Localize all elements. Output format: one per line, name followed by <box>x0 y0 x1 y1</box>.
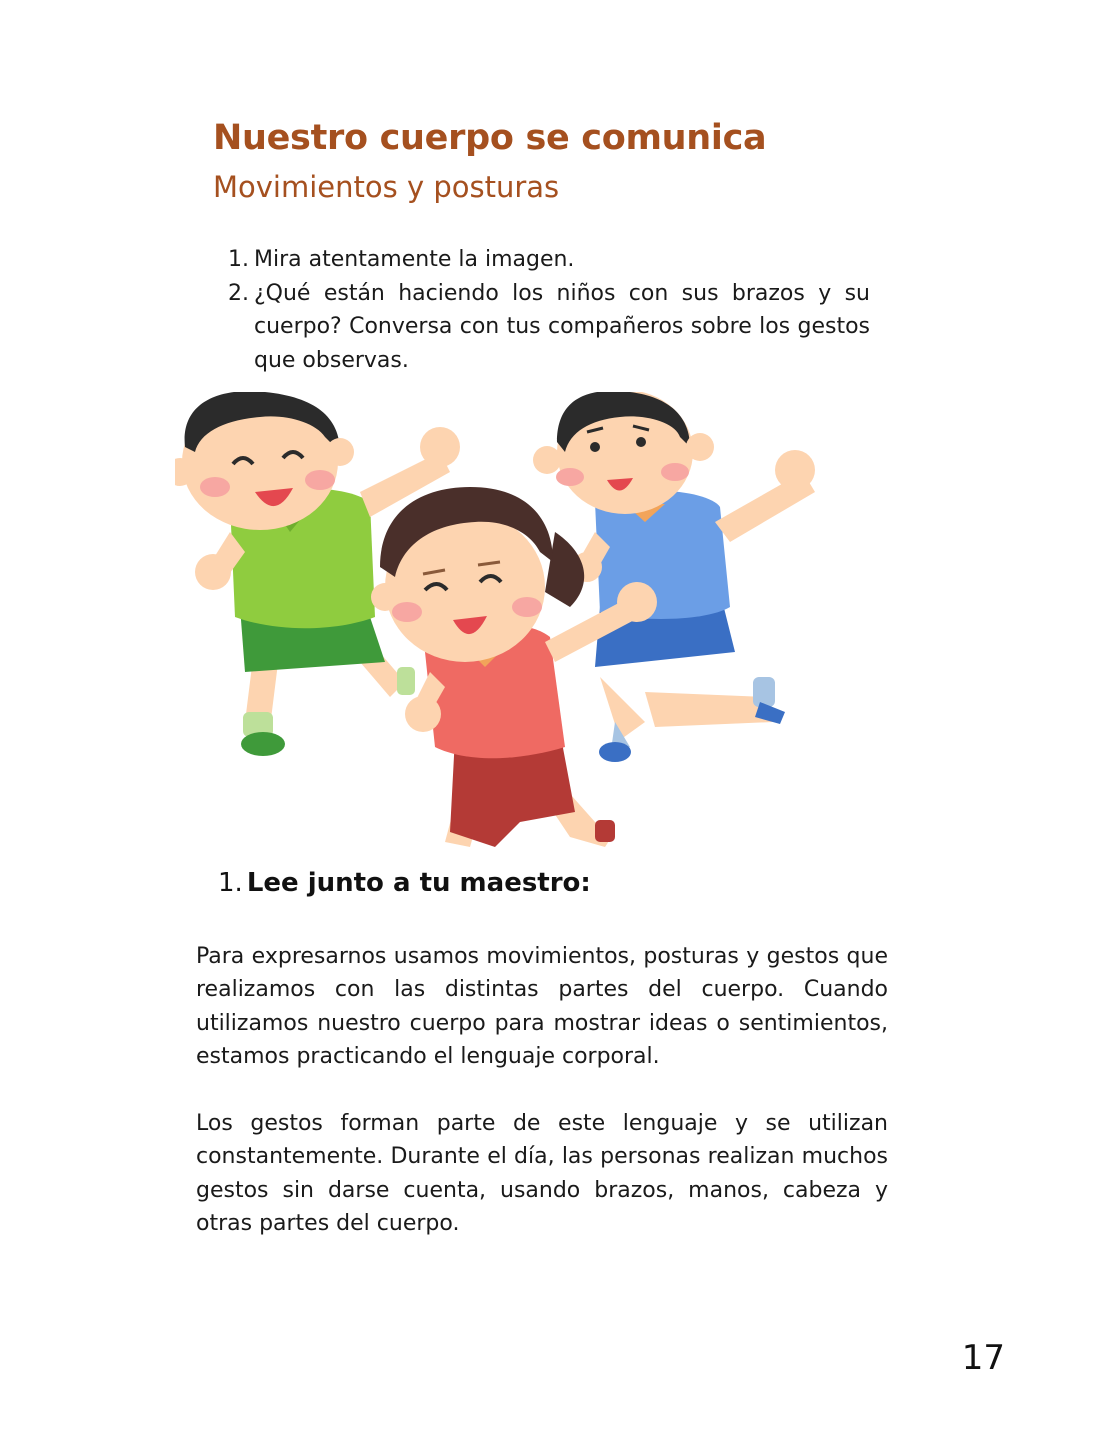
page-subtitle: Movimientos y posturas <box>213 170 560 204</box>
children-running-illustration <box>175 392 825 847</box>
instruction-text: ¿Qué están haciendo los niños con sus brazos y su cuerpo? Conversa con tus compañeros sobre los gestos que observas. <box>254 280 870 373</box>
section-label: Lee junto a tu maestro: <box>246 868 591 898</box>
body-paragraph: Para expresarnos usamos movimientos, posturas y gestos que realizamos con las distintas partes del cuerpo. Cuando utilizamos nuestro cuerpo para mostrar ideas o sentimientos, estamos practicando el lenguaje corporal. <box>196 944 888 1070</box>
instruction-number: 2. <box>228 280 249 306</box>
page-title: Nuestro cuerpo se comunica <box>213 118 767 158</box>
section-heading <box>218 868 591 898</box>
instruction-text: Mira atentamente la imagen. <box>254 247 575 272</box>
instruction-number: 1. <box>228 247 249 272</box>
instruction-item <box>228 243 870 277</box>
page-number: 17 <box>961 1338 1005 1378</box>
instruction-list <box>228 243 870 377</box>
instruction-item <box>228 277 870 378</box>
body-paragraph: Los gestos forman parte de este lenguaje y se utilizan constantemente. Durante el día, las personas realizan muchos gestos sin darse cuenta, usando brazos, manos, cabeza y otras partes del cuerpo. <box>196 1111 888 1237</box>
section-number: 1. <box>218 868 243 898</box>
